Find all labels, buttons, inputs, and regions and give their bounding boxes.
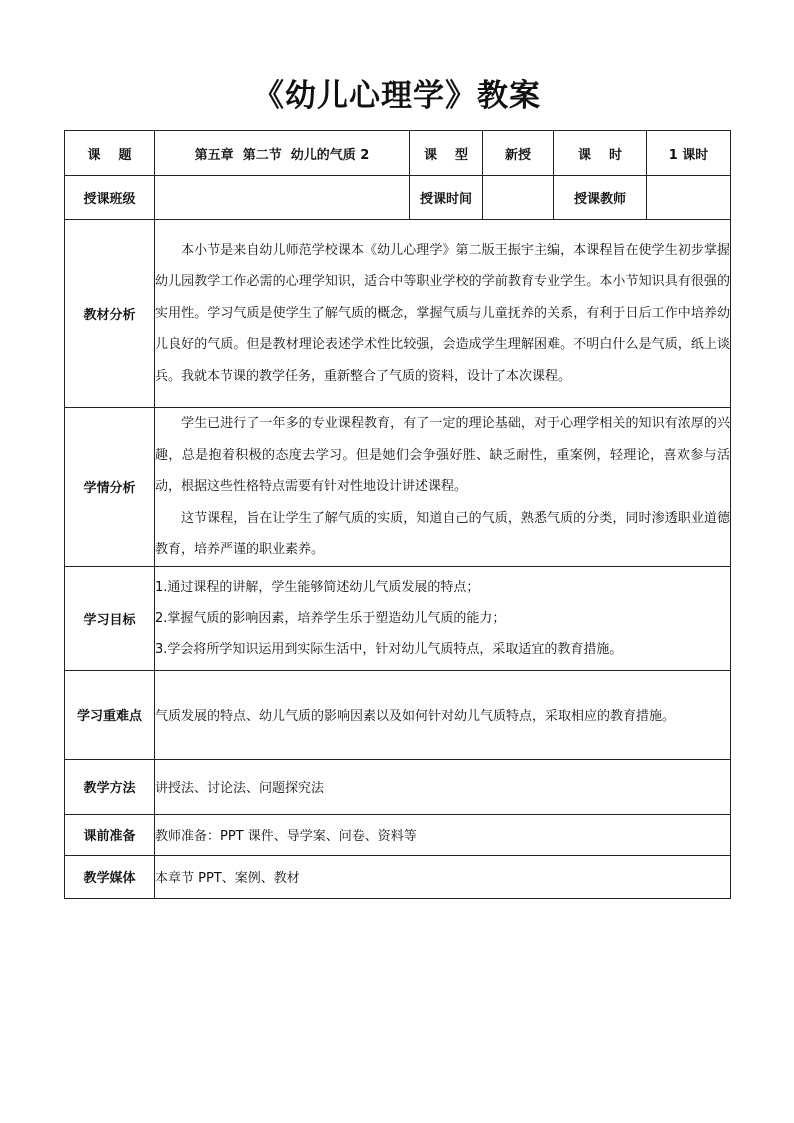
table-row-class — [65, 176, 731, 220]
material-analysis-label: 教材分析 — [65, 220, 155, 408]
table-row-student-analysis — [65, 408, 731, 567]
key-points-label: 学习重难点 — [65, 670, 155, 759]
class-value — [155, 176, 410, 220]
time-value — [483, 176, 554, 220]
student-analysis-content — [155, 408, 731, 567]
methods-label: 教学方法 — [65, 759, 155, 814]
teacher-value — [647, 176, 731, 220]
lesson-plan-table — [64, 130, 731, 899]
table-row-media — [65, 855, 731, 898]
media-content: 本章节 PPT、案例、教材 — [155, 855, 731, 898]
preparation-content: 教师准备：PPT 课件、导学案、问卷、资料等 — [155, 814, 731, 855]
objectives-content — [155, 566, 731, 670]
material-analysis-content — [155, 220, 731, 408]
preparation-label: 课前准备 — [65, 814, 155, 855]
objective-item: 2.掌握气质的影响因素，培养学生乐于塑造幼儿气质的能力； — [155, 610, 506, 626]
student-analysis-paragraph: 学生已进行了一年多的专业课程教育，有了一定的理论基础，对于心理学相关的知识有浓厚的兴趣，总是抱着积极的态度去学习。但是她们会争强好胜、缺乏耐性，重案例，轻理论，喜欢参与活动，根据这些性格特点需要有针对性地设计讲述课程。 — [155, 416, 730, 494]
table-row-objectives — [65, 566, 731, 670]
methods-content: 讲授法、讨论法、问题探究法 — [155, 759, 731, 814]
table-row-key-points — [65, 670, 731, 759]
table-row-material-analysis — [65, 220, 731, 408]
topic-label: 课 题 — [65, 131, 155, 176]
material-analysis-paragraph: 本小节是来自幼儿师范学校课本《幼儿心理学》第二版王振宇主编，本课程旨在使学生初步掌握幼儿园教学工作必需的心理学知识，适合中等职业学校的学前教育专业学生。本小节知识具有很强的实用性。学习气质是使学生了解气质的概念，掌握气质与儿童抚养的关系，有利于日后工作中培养幼儿良好的气质。但是教材理论表述学术性比较强，会造成学生理解困难。不明白什么是气质，纸上谈兵。我就本节课的教学任务，重新整合了气质的资料，设计了本次课程。 — [155, 242, 730, 384]
hours-label: 课 时 — [554, 131, 647, 176]
page-title: 《幼儿心理学》教案 — [253, 78, 541, 114]
student-analysis-paragraph: 这节课程，旨在让学生了解气质的实质，知道自己的气质，熟悉气质的分类，同时渗透职业道德教育，培养严谨的职业素养。 — [155, 510, 730, 557]
objective-item: 1.通过课程的讲解，学生能够简述幼儿气质发展的特点； — [155, 579, 480, 595]
teacher-label: 授课教师 — [554, 176, 647, 220]
media-label: 教学媒体 — [65, 855, 155, 898]
time-label: 授课时间 — [410, 176, 483, 220]
type-value: 新授 — [483, 131, 554, 176]
topic-value: 第五章 第二节 幼儿的气质 2 — [155, 131, 410, 176]
objective-item: 3.学会将所学知识运用到实际生活中，针对幼儿气质特点，采取适宜的教育措施。 — [155, 641, 623, 657]
table-row-preparation — [65, 814, 731, 855]
table-row-methods — [65, 759, 731, 814]
key-points-content: 气质发展的特点、幼儿气质的影响因素以及如何针对幼儿气质特点，采取相应的教育措施。 — [155, 670, 731, 759]
table-row-topic — [65, 131, 731, 176]
type-label: 课 型 — [410, 131, 483, 176]
student-analysis-label: 学情分析 — [65, 408, 155, 567]
objectives-label: 学习目标 — [65, 566, 155, 670]
class-label: 授课班级 — [65, 176, 155, 220]
hours-value: 1 课时 — [647, 131, 731, 176]
